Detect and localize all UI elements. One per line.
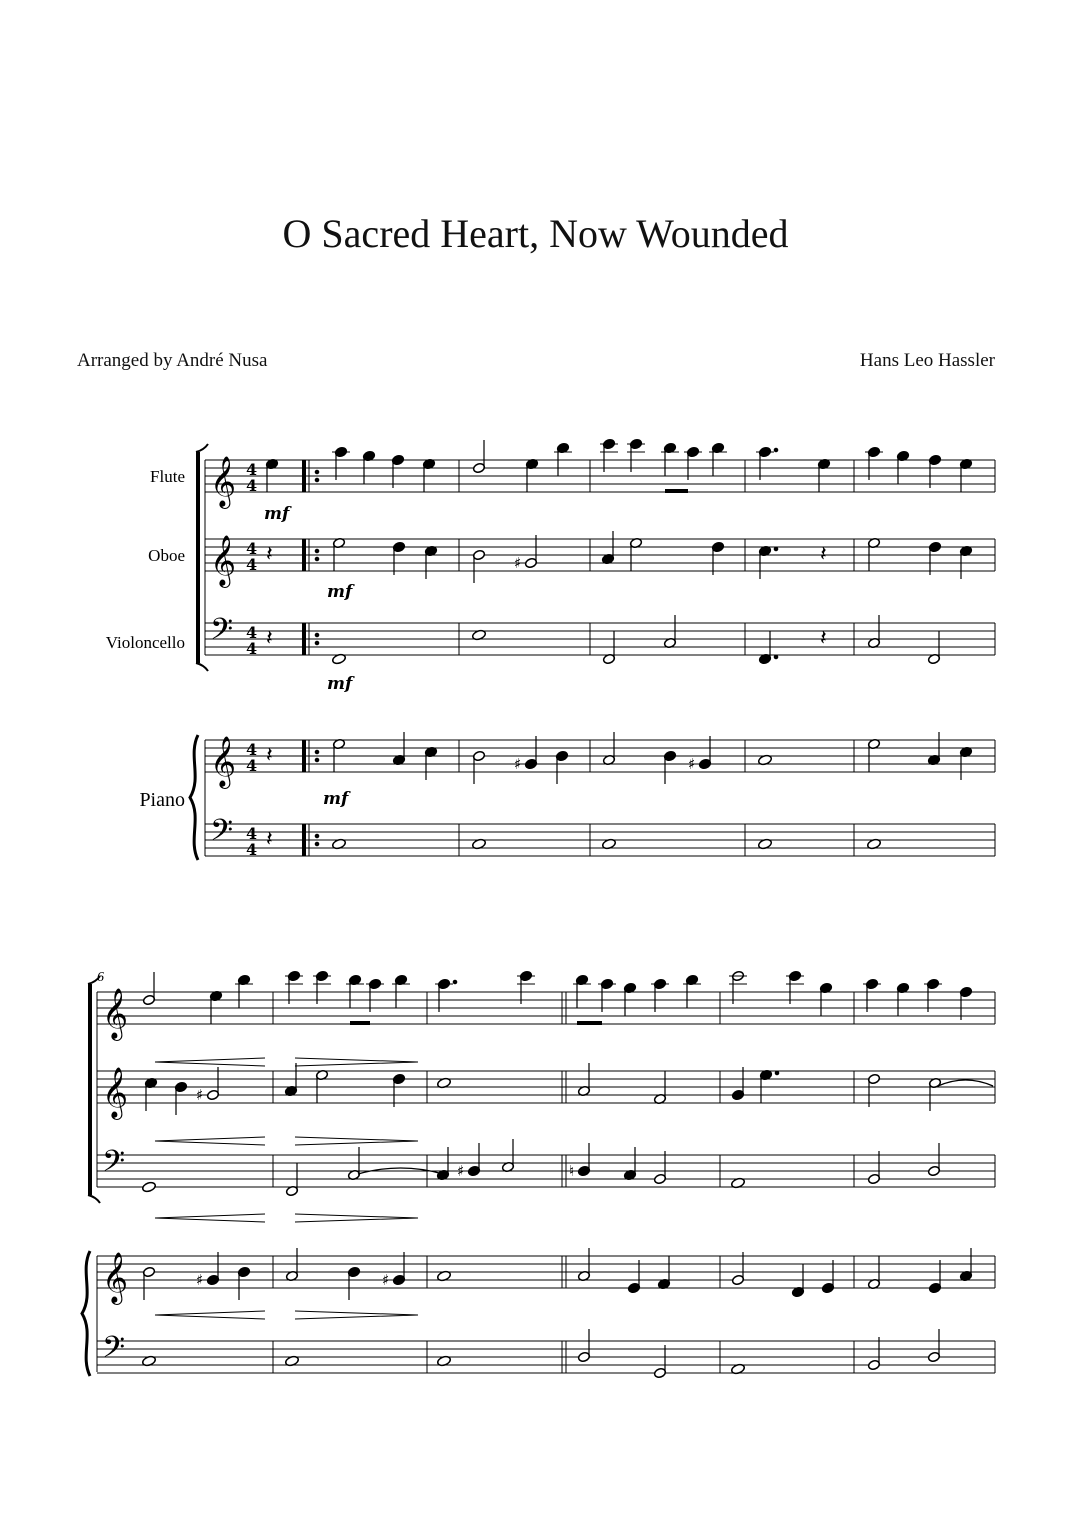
time-signature-bottom: 4 bbox=[246, 476, 258, 495]
quarter-rest-icon: 𝄽 bbox=[820, 626, 827, 651]
time-signature-bottom: 4 bbox=[246, 639, 258, 658]
treble-clef-icon: 𝄞 bbox=[210, 736, 237, 787]
crescendo-hairpin bbox=[155, 1311, 265, 1319]
measure-number: 6 bbox=[97, 970, 104, 985]
treble-clef-icon: 𝄞 bbox=[210, 456, 237, 507]
label-flute: Flute bbox=[150, 467, 185, 486]
time-signature-top: 4 bbox=[246, 824, 258, 843]
note-dot bbox=[774, 655, 778, 659]
time-signature-top: 4 bbox=[246, 460, 258, 479]
time-signature-top: 4 bbox=[246, 623, 258, 642]
composer-credit: Hans Leo Hassler bbox=[859, 350, 995, 371]
sharp-icon: ♯ bbox=[688, 755, 696, 773]
treble-clef-icon: 𝄞 bbox=[102, 988, 129, 1039]
sharp-icon: ♯ bbox=[457, 1162, 465, 1180]
bracket-hook bbox=[88, 1195, 100, 1203]
repeat-dot bbox=[315, 470, 319, 474]
bass-clef-icon: 𝄢 bbox=[210, 613, 234, 654]
quarter-rest-icon: 𝄽 bbox=[266, 743, 273, 768]
label-piano: Piano bbox=[139, 789, 185, 811]
repeat-dot bbox=[315, 750, 319, 754]
time-signature-bottom: 4 bbox=[246, 756, 258, 775]
repeat-dot bbox=[315, 834, 319, 838]
sharp-icon: ♯ bbox=[514, 755, 522, 773]
repeat-dot bbox=[315, 842, 319, 846]
piano-brace bbox=[82, 1251, 90, 1376]
dynamic-piano: mf bbox=[323, 789, 349, 809]
crescendo-hairpin bbox=[155, 1214, 265, 1222]
bass-clef-icon: 𝄢 bbox=[102, 1145, 126, 1186]
quarter-rest-icon: 𝄽 bbox=[266, 626, 273, 651]
repeat-dot bbox=[315, 641, 319, 645]
note-dot bbox=[774, 448, 778, 452]
bracket-hook bbox=[196, 444, 208, 452]
quarter-rest-icon: 𝄽 bbox=[266, 827, 273, 852]
repeat-dot bbox=[315, 478, 319, 482]
label-violoncello: Violoncello bbox=[105, 633, 185, 652]
repeat-dot bbox=[315, 549, 319, 553]
dynamic-cello: mf bbox=[327, 674, 353, 694]
piano-brace bbox=[190, 735, 198, 860]
treble-clef-icon: 𝄞 bbox=[210, 535, 237, 586]
quarter-rest-icon: 𝄽 bbox=[820, 542, 827, 567]
arranger-credit: Arranged by André Nusa bbox=[77, 350, 268, 371]
sharp-icon: ♯ bbox=[196, 1086, 204, 1104]
time-signature-top: 4 bbox=[246, 740, 258, 759]
time-signature-bottom: 4 bbox=[246, 840, 258, 859]
repeat-dot bbox=[315, 557, 319, 561]
repeat-dot bbox=[315, 758, 319, 762]
repeat-dot bbox=[315, 633, 319, 637]
treble-clef-icon: 𝄞 bbox=[102, 1252, 129, 1303]
staff-lines bbox=[97, 460, 995, 1373]
note-dot bbox=[453, 980, 457, 984]
bass-clef-icon: 𝄢 bbox=[102, 1331, 126, 1372]
score-title: O Sacred Heart, Now Wounded bbox=[282, 211, 789, 256]
time-signature-bottom: 4 bbox=[246, 555, 258, 574]
natural-icon: ♮ bbox=[569, 1162, 575, 1180]
label-oboe: Oboe bbox=[148, 546, 185, 565]
decrescendo-hairpin bbox=[295, 1137, 418, 1145]
dynamic-oboe: mf bbox=[327, 582, 353, 602]
sharp-icon: ♯ bbox=[514, 554, 522, 572]
decrescendo-hairpin bbox=[295, 1058, 418, 1066]
dynamic-flute: mf bbox=[264, 504, 290, 524]
note-dot bbox=[775, 1071, 779, 1075]
bass-clef-icon: 𝄢 bbox=[210, 814, 234, 855]
time-signature-top: 4 bbox=[246, 539, 258, 558]
sharp-icon: ♯ bbox=[382, 1271, 390, 1289]
quarter-rest-icon: 𝄽 bbox=[266, 542, 273, 567]
treble-clef-icon: 𝄞 bbox=[102, 1067, 129, 1118]
note bbox=[142, 1181, 157, 1193]
crescendo-hairpin bbox=[155, 1058, 265, 1066]
notes bbox=[142, 438, 973, 1378]
sharp-icon: ♯ bbox=[196, 1271, 204, 1289]
bracket-hook bbox=[196, 663, 208, 671]
crescendo-hairpin bbox=[155, 1137, 265, 1145]
decrescendo-hairpin bbox=[295, 1214, 418, 1222]
tie bbox=[938, 1080, 993, 1086]
note-dot bbox=[774, 547, 778, 551]
decrescendo-hairpin bbox=[295, 1311, 418, 1319]
